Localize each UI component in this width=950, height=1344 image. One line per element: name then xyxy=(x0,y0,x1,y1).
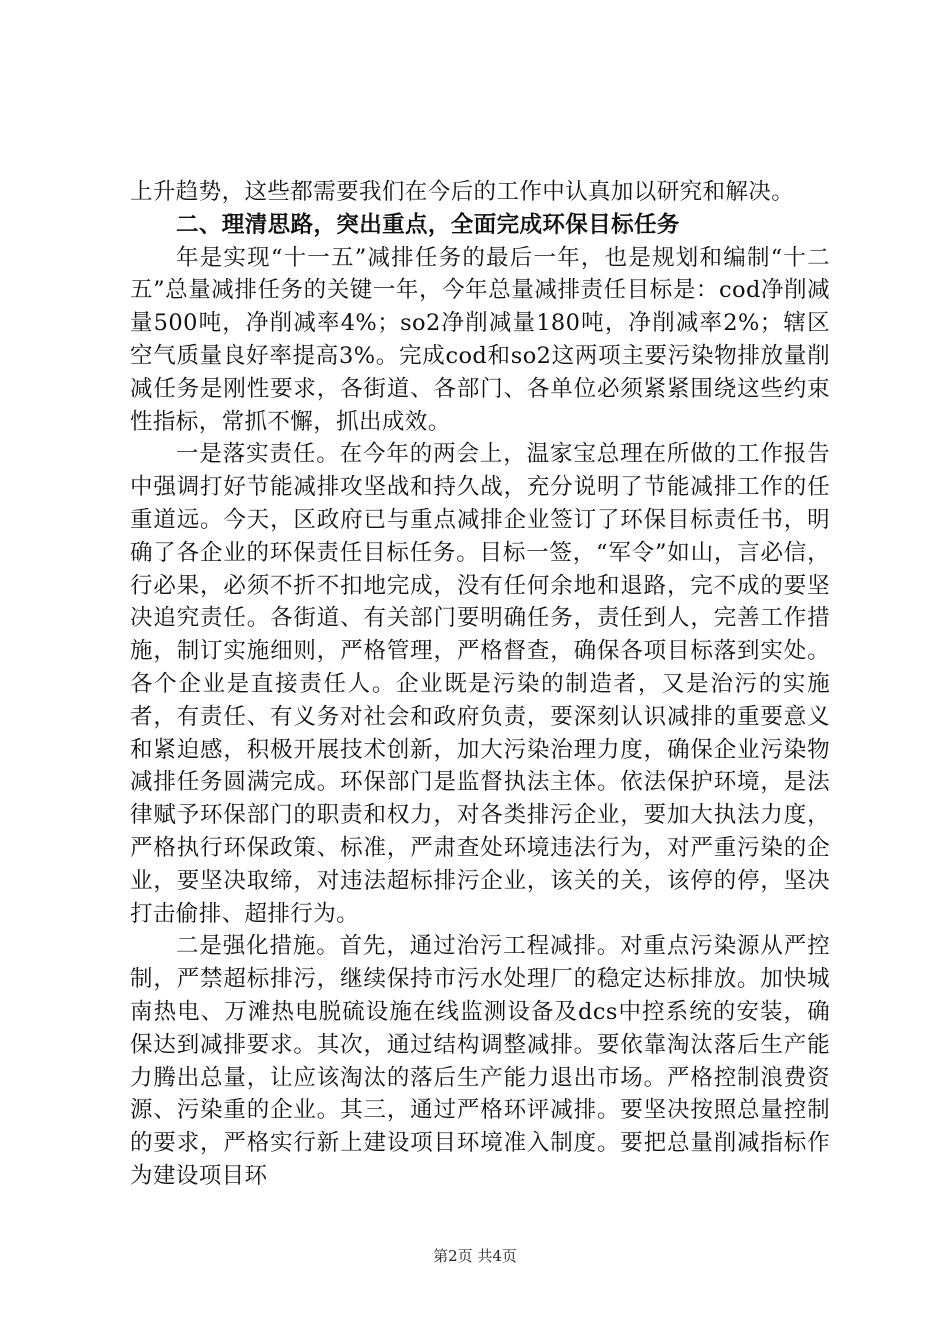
page-number: 第2页 共4页 xyxy=(433,1247,517,1265)
paragraph-responsibility: 一是落实责任。在今年的两会上，温家宝总理在所做的工作报告中强调打好节能减排攻坚战和持久战，充分说明了节能减排工作的任重道远。今天，区政府已与重点减排企业签订了环保目标责任书，明确了各企业的环保责任目标任务。目标一签，“军令”如山，言必信，行必果，必须不折不扣地完成，没有任何余地和退路，完不成的要坚决追究责任。各街道、有关部门要明确任务，责任到人，完善工作措施，制订实施细则，严格管理，严格督查，确保各项目标落到实处。各个企业是直接责任人。企业既是污染的制造者，又是治污的实施者，有责任、有义务对社会和政府负责，要深刻认识减排的重要意义和紧迫感，积极开展技术创新，加大污染治理力度，确保企业污染物减排任务圆满完成。环保部门是监督执法主体。依法保护环境，是法律赋予环保部门的职责和权力，对各类排污企业，要加大执法力度，严格执行环保政策、标准，严肃查处环境违法行为，对严重污染的企业，要坚决取缔，对违法超标排污企业，该关的关，该停的停，坚决打击偷排、超排行为。 xyxy=(130,441,830,927)
paragraph-targets: 年是实现“十一五”减排任务的最后一年，也是规划和编制“十二五”总量减排任务的关键一年，今年总量减排责任目标是：cod净削减量500吨，净削减率4%；so2净削减量180吨，净削减率2%；辖区空气质量良好率提高3%。完成cod和so2这两项主要污染物排放量削减任务是刚性要求，各街道、各部门、各单位必须紧紧围绕这些约束性指标，常抓不懈，抓出成效。 xyxy=(130,244,830,435)
paragraph-continuation: 上升趋势，这些都需要我们在今后的工作中认真加以研究和解决。 xyxy=(130,179,795,205)
page-footer xyxy=(0,1246,950,1266)
document-body xyxy=(130,176,830,1193)
section-heading: 二、理清思路，突出重点，全面完成环保目标任务 xyxy=(176,211,680,238)
paragraph-measures: 二是强化措施。首先，通过治污工程减排。对重点污染源从严控制，严禁超标排污，继续保持市污水处理厂的稳定达标排放。加快城南热电、万滩热电脱硫设施在线监测设备及dcs中控系统的安装，确保达到减排要求。其次，通过结构调整减排。要依靠淘汰落后生产能力腾出总量，让应该淘汰的落后生产能力退出市场。严格控制浪费资源、污染重的企业。其三，通过严格环评减排。要坚决按照总量控制的要求，严格实行新上建设项目环境准入制度。要把总量削减指标作为建设项目环 xyxy=(130,933,830,1189)
